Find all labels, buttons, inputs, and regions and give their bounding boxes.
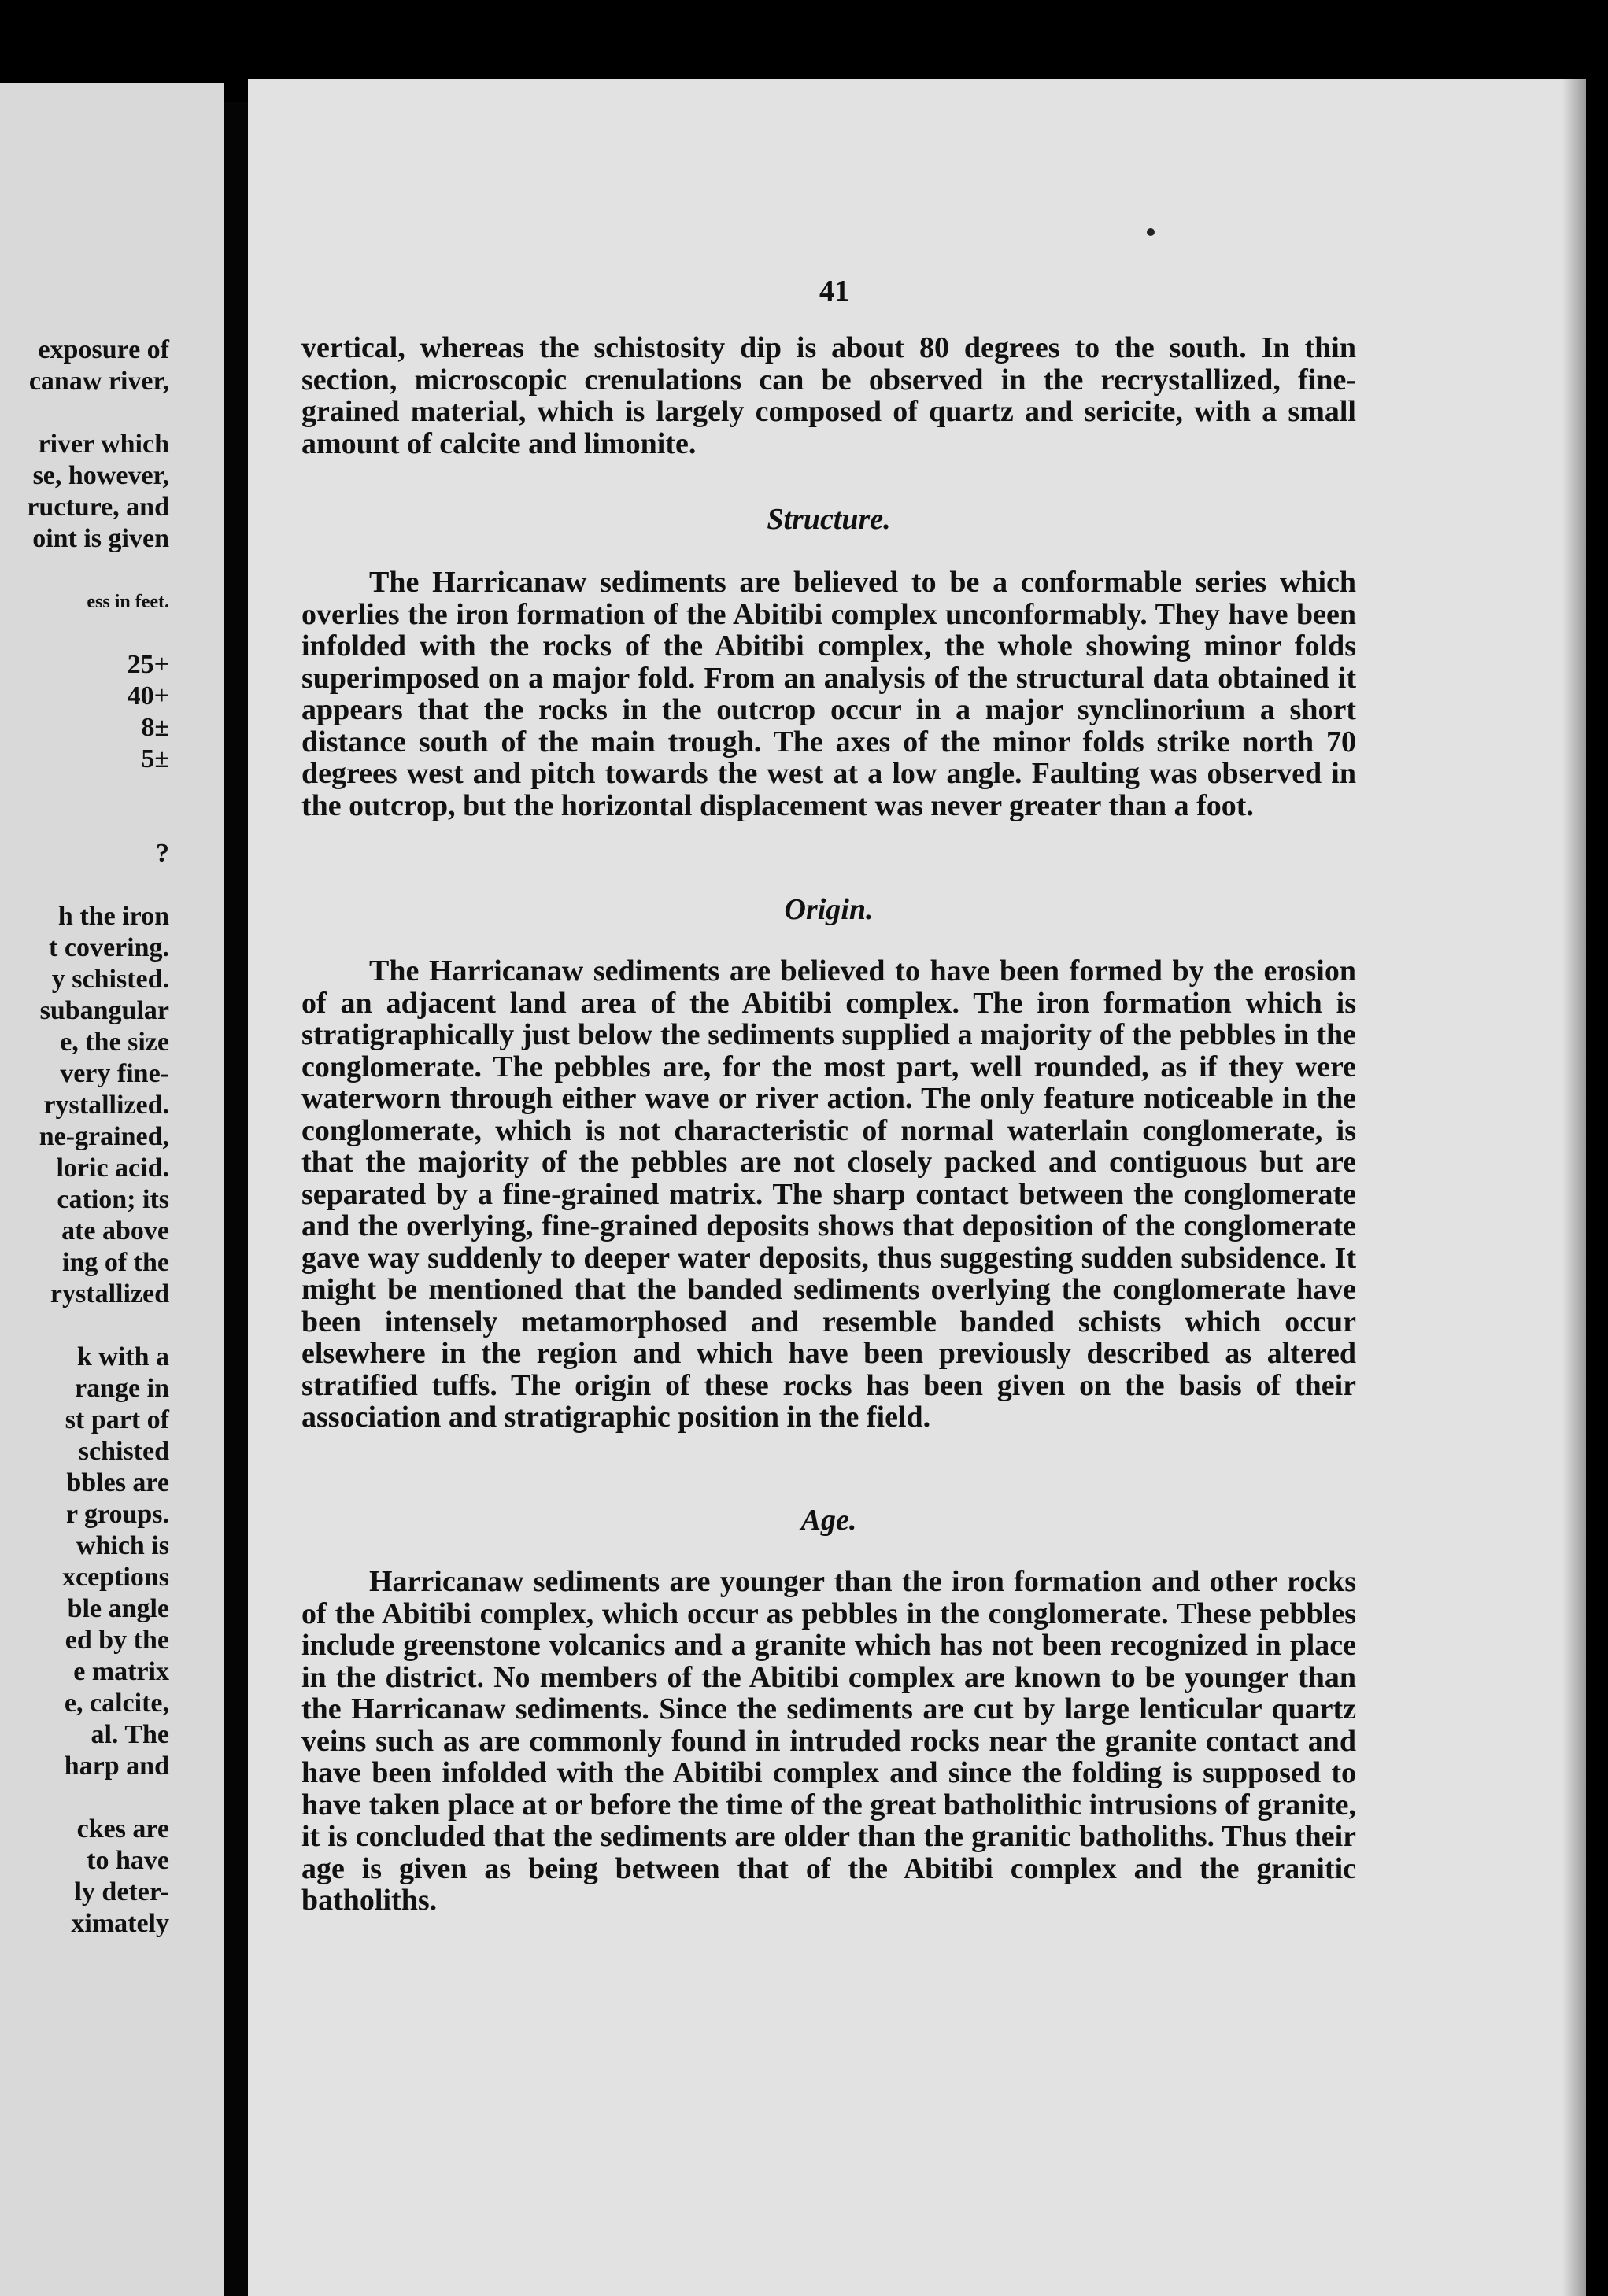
left-facing-page <box>0 83 224 2296</box>
left-page-line: to have <box>87 1846 169 1875</box>
left-page-line: ructure, and <box>27 493 169 522</box>
left-page-line: e matrix <box>73 1657 169 1686</box>
page-edge-shadow <box>1562 79 1586 2296</box>
left-page-line: loric acid. <box>56 1154 169 1183</box>
left-page-line: ximately <box>71 1909 169 1938</box>
left-page-line: schisted <box>78 1437 169 1466</box>
left-page-line: river which <box>38 430 169 459</box>
left-page-line: k with a <box>76 1342 169 1371</box>
left-page-line: t covering. <box>49 933 169 962</box>
left-page-line: exposure of <box>38 335 169 364</box>
section-heading-structure: Structure. <box>767 503 891 536</box>
intro-text: vertical, whereas the schistosity dip is about 80 degrees to the south. In thin section, microscopic crenulations can be observed in the recrystallized, fine-grained material, which is largely composed of quartz and sericite, with a small amount of calcite and limonite. <box>301 331 1356 460</box>
left-page-line: ed by the <box>65 1626 169 1655</box>
left-page-line: oint is given <box>32 524 169 553</box>
origin-text: The Harricanaw sediments are believed to have been formed by the erosion of an adjacent land area of the Abitibi complex. The iron formation which is stratigraphically just below the sediments supplied a majority of the pebbles in the conglomerate. The pebbles are, for the most part, well rounded, as if they were waterworn through either wave or river action. The only feature noticeable in the conglomerate, which is not characteristic of normal waterlain conglomerate, is that the majority of the pebbles are not closely packed and contiguous but are separated by a fine-grained matrix. The sharp contact between the conglomerate and the overlying, fine-grained deposits shows that deposition of the conglomerate gave way suddenly to deeper water deposits, thus suggesting sudden subsidence. It might be mentioned that the banded sediments overlying the conglomerate have been intensely metamorphosed and resemble banded schists which occur elsewhere in the region and which have been previously described as altered stratified tuffs. The origin of these rocks has been given on the basis of their association and stratigraphic position in the field. <box>301 954 1356 1434</box>
left-page-line: bbles are <box>66 1468 169 1497</box>
page-gutter <box>224 102 248 2296</box>
left-page-blank-line <box>27 618 169 649</box>
structure-text: The Harricanaw sediments are believed to be a conformable series which overlies the iron formation of the Abitibi complex unconformably. They have been infolded with the rocks of the Abitibi complex, the whole showing minor folds superimposed on a major fold. From an analysis of the structural data obtained it appears that the rocks in the outcrop occur in a major synclinorium a short distance south of the main trough. The axes of the minor folds strike north 70 degrees west and pitch towards the west at a low angle. Faulting was observed in the outcrop, but the horizontal displacement was never greater than a foot. <box>301 566 1356 822</box>
left-page-line: e, the size <box>60 1028 169 1057</box>
left-page-line: st part of <box>65 1405 169 1434</box>
left-page-line: ble angle <box>67 1594 169 1623</box>
left-page-line: which is <box>76 1531 169 1560</box>
left-page-line: cation; its <box>57 1185 169 1214</box>
left-page-line: subangular <box>39 996 169 1025</box>
left-page-line: ing of the <box>62 1248 169 1277</box>
ink-speck <box>1147 228 1155 236</box>
left-page-line: rystallized <box>50 1279 169 1309</box>
left-page-line: ne-grained, <box>39 1122 169 1151</box>
left-page-line: r groups. <box>65 1500 169 1529</box>
section-heading-age: Age. <box>800 1504 857 1537</box>
origin-paragraph <box>301 955 1356 1434</box>
left-page-line: ate above <box>61 1216 169 1246</box>
left-page-blank-line <box>27 1310 169 1342</box>
left-page-blank-line <box>27 775 169 807</box>
left-page-line: al. The <box>91 1720 169 1749</box>
age-paragraph <box>301 1566 1356 1917</box>
section-heading-origin: Origin. <box>784 893 874 926</box>
left-page-blank-line <box>27 397 169 429</box>
left-page-line: rystallized. <box>43 1091 169 1120</box>
left-page-text-fragments <box>27 334 169 1940</box>
left-page-line: canaw river, <box>28 367 169 396</box>
left-page-line: 25+ <box>127 650 169 679</box>
left-page-line: se, however, <box>32 461 169 490</box>
left-page-blank-line <box>27 807 169 838</box>
left-page-blank-line <box>27 555 169 586</box>
left-page-line: ess in feet. <box>87 592 169 612</box>
left-page-line: very fine- <box>60 1059 169 1088</box>
main-page <box>248 79 1586 2296</box>
left-page-line: ? <box>156 839 169 868</box>
left-page-line: range in <box>75 1374 169 1403</box>
left-page-line: harp and <box>64 1752 169 1781</box>
intro-paragraph <box>301 332 1356 460</box>
left-page-blank-line <box>27 869 169 901</box>
left-page-line: 5± <box>141 744 169 773</box>
left-page-line: xceptions <box>62 1563 169 1592</box>
age-text: Harricanaw sediments are younger than the iron formation and other rocks of the Abitibi complex, which occur as pebbles in the conglomerate. These pebbles include greenstone volcanics and a granite which has not been recognized in place in the district. No members of the Abitibi complex are known to be younger than the Harricanaw sediments. Since the sediments are cut by large lenticular quartz veins such as are commonly found in intruded rocks near the granite contact and have been infolded with the Abitibi complex and since the folding is supposed to have taken place at or before the time of the great batholithic intrusions of granite, it is concluded that the sediments are older than the granitic batholiths. Thus their age is given as being between that of the Abitibi complex and the granitic batholiths. <box>301 1565 1356 1917</box>
left-page-blank-line <box>27 1782 169 1814</box>
left-page-line: ly deter- <box>74 1877 169 1907</box>
page-number: 41 <box>819 275 849 308</box>
left-page-line: y schisted. <box>51 965 169 994</box>
left-page-line: 8± <box>141 713 169 742</box>
left-page-line: 40+ <box>127 681 169 711</box>
structure-paragraph <box>301 567 1356 821</box>
left-page-line: h the iron <box>57 902 169 931</box>
left-page-line: e, calcite, <box>64 1689 169 1718</box>
left-page-line: ckes are <box>76 1814 169 1844</box>
